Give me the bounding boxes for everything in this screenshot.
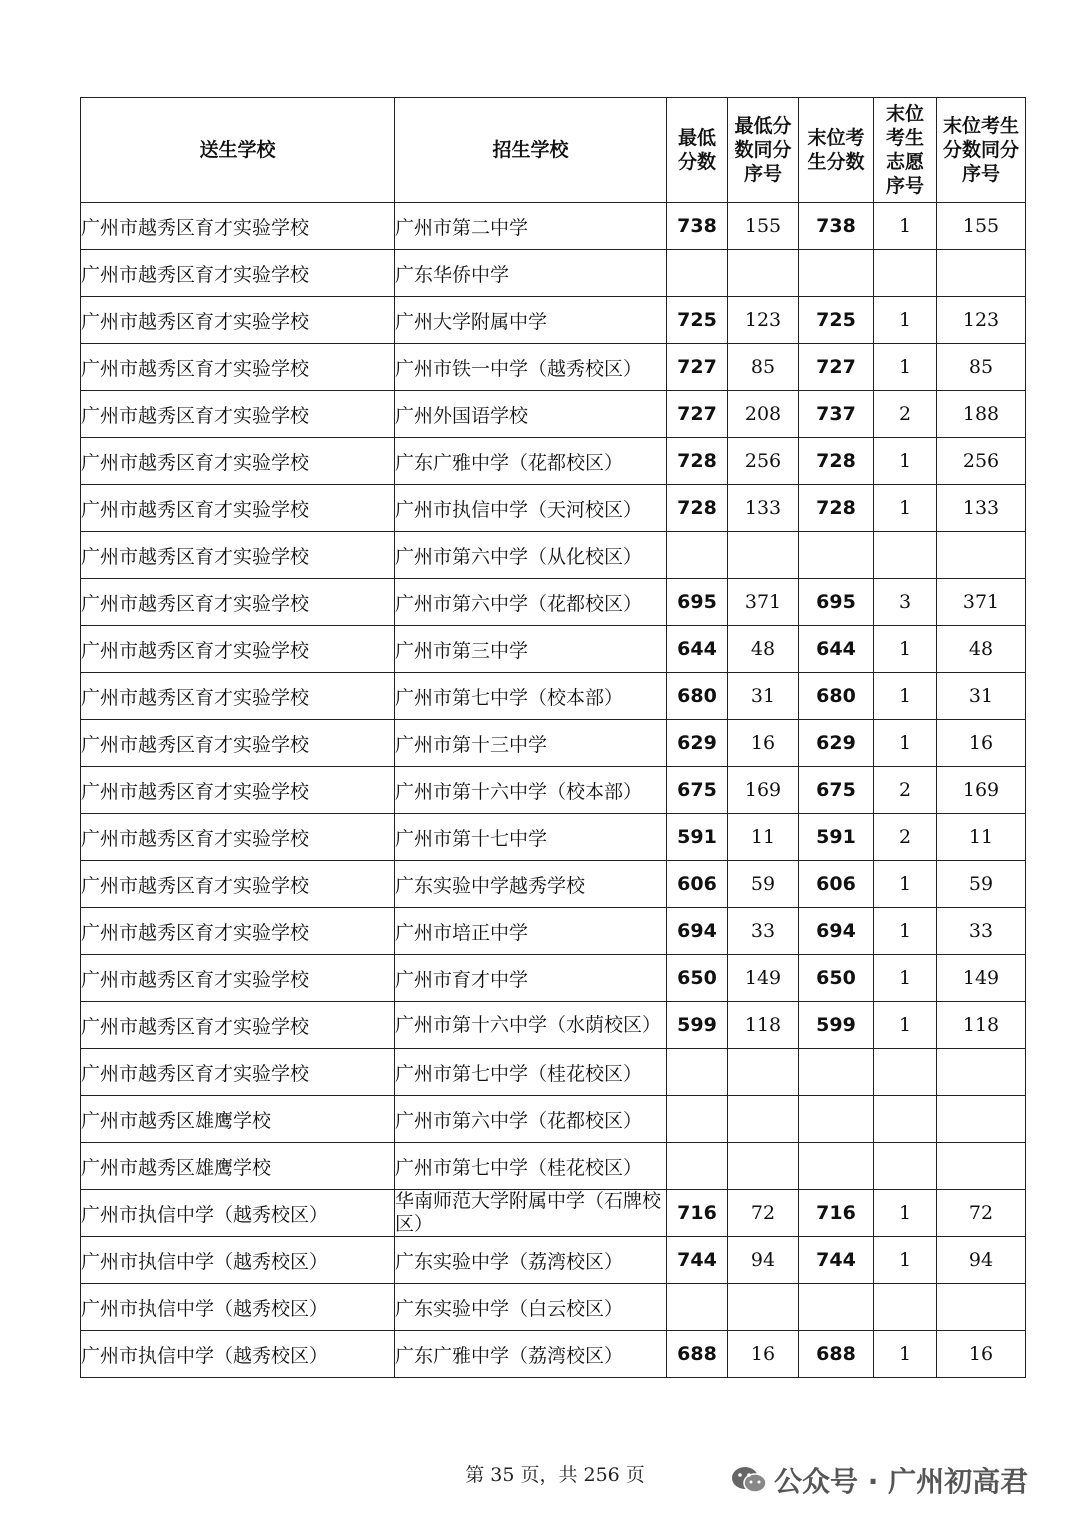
- cell-recv-school: 广州市第十六中学（水荫校区）: [395, 1002, 667, 1049]
- cell-last-wish: 1: [874, 1190, 937, 1237]
- cell-last-seq: [937, 1049, 1026, 1096]
- page-number: 第 35 页，共 256 页: [465, 1464, 645, 1486]
- cell-min-score: 727: [667, 391, 728, 438]
- cell-min-score: 695: [667, 579, 728, 626]
- cell-last-seq: 16: [937, 720, 1026, 767]
- cell-recv-school: 广州市第六中学（从化校区）: [395, 532, 667, 579]
- cell-min-score: 680: [667, 673, 728, 720]
- table-row: [81, 1284, 1026, 1331]
- cell-last-wish: 1: [874, 861, 937, 908]
- cell-last-score: 650: [799, 955, 874, 1002]
- cell-recv-school: 广州市第六中学（花都校区）: [395, 1096, 667, 1143]
- cell-min-score: [667, 1143, 728, 1190]
- cell-last-seq: 118: [937, 1002, 1026, 1049]
- cell-last-seq: 123: [937, 297, 1026, 344]
- cell-min-seq: 133: [728, 485, 799, 532]
- cell-min-score: 725: [667, 297, 728, 344]
- cell-send-school: 广州市越秀区育才实验学校: [81, 1049, 395, 1096]
- cell-send-school: 广州市越秀区育才实验学校: [81, 579, 395, 626]
- table-row: [81, 297, 1026, 344]
- header-last-wish: 末位 考生 志愿 序号: [874, 98, 937, 203]
- table-row: [81, 1143, 1026, 1190]
- table-row: [81, 579, 1026, 626]
- cell-send-school: 广州市执信中学（越秀校区）: [81, 1190, 395, 1237]
- table-row: [81, 485, 1026, 532]
- cell-last-seq: 59: [937, 861, 1026, 908]
- cell-min-score: 675: [667, 767, 728, 814]
- cell-min-seq: 118: [728, 1002, 799, 1049]
- cell-recv-school: 广州市第七中学（校本部）: [395, 673, 667, 720]
- cell-last-wish: [874, 1284, 937, 1331]
- header-min-seq: 最低分 数同分 序号: [728, 98, 799, 203]
- cell-min-score: 688: [667, 1331, 728, 1378]
- cell-last-score: 738: [799, 203, 874, 250]
- cell-last-wish: 1: [874, 1331, 937, 1378]
- cell-send-school: 广州市执信中学（越秀校区）: [81, 1284, 395, 1331]
- cell-recv-school: 广州市第三中学: [395, 626, 667, 673]
- cell-min-seq: 33: [728, 908, 799, 955]
- table-row: [81, 1002, 1026, 1049]
- cell-min-score: 694: [667, 908, 728, 955]
- cell-last-seq: 371: [937, 579, 1026, 626]
- cell-min-seq: 123: [728, 297, 799, 344]
- cell-min-score: [667, 532, 728, 579]
- cell-last-seq: 149: [937, 955, 1026, 1002]
- cell-last-score: [799, 1284, 874, 1331]
- cell-last-score: 727: [799, 344, 874, 391]
- cell-last-seq: 48: [937, 626, 1026, 673]
- cell-last-wish: 1: [874, 720, 937, 767]
- cell-send-school: 广州市越秀区育才实验学校: [81, 673, 395, 720]
- table-row: [81, 391, 1026, 438]
- cell-last-score: 725: [799, 297, 874, 344]
- cell-last-score: 688: [799, 1331, 874, 1378]
- cell-recv-school: 广州外国语学校: [395, 391, 667, 438]
- cell-last-score: 728: [799, 438, 874, 485]
- cell-min-seq: 371: [728, 579, 799, 626]
- cell-send-school: 广州市越秀区育才实验学校: [81, 297, 395, 344]
- cell-last-score: [799, 1143, 874, 1190]
- cell-send-school: 广州市越秀区育才实验学校: [81, 203, 395, 250]
- cell-last-score: 644: [799, 626, 874, 673]
- cell-min-score: 629: [667, 720, 728, 767]
- header-recv-school: 招生学校: [395, 98, 667, 203]
- table-row: [81, 1049, 1026, 1096]
- cell-send-school: 广州市越秀区育才实验学校: [81, 1002, 395, 1049]
- table-row: [81, 1331, 1026, 1378]
- cell-last-seq: 94: [937, 1237, 1026, 1284]
- cell-min-score: 728: [667, 438, 728, 485]
- cell-last-score: 599: [799, 1002, 874, 1049]
- cell-last-seq: 256: [937, 438, 1026, 485]
- cell-last-seq: [937, 1143, 1026, 1190]
- table-row: [81, 1190, 1026, 1237]
- cell-recv-school: 广东实验中学越秀学校: [395, 861, 667, 908]
- cell-min-seq: [728, 1143, 799, 1190]
- cell-min-seq: 48: [728, 626, 799, 673]
- cell-last-seq: 31: [937, 673, 1026, 720]
- cell-last-score: 680: [799, 673, 874, 720]
- table-row: [81, 955, 1026, 1002]
- cell-last-wish: 1: [874, 908, 937, 955]
- cell-send-school: 广州市越秀区育才实验学校: [81, 391, 395, 438]
- cell-recv-school: 广东实验中学（白云校区）: [395, 1284, 667, 1331]
- table-row: [81, 250, 1026, 297]
- table-row: [81, 908, 1026, 955]
- cell-send-school: 广州市越秀区育才实验学校: [81, 814, 395, 861]
- cell-send-school: 广州市越秀区育才实验学校: [81, 344, 395, 391]
- cell-recv-school: 广东华侨中学: [395, 250, 667, 297]
- table-row: [81, 861, 1026, 908]
- cell-last-wish: [874, 1049, 937, 1096]
- cell-last-score: 737: [799, 391, 874, 438]
- cell-last-wish: [874, 1143, 937, 1190]
- cell-last-wish: [874, 532, 937, 579]
- cell-last-score: 606: [799, 861, 874, 908]
- cell-last-score: [799, 1096, 874, 1143]
- cell-last-seq: 16: [937, 1331, 1026, 1378]
- cell-send-school: 广州市越秀区育才实验学校: [81, 861, 395, 908]
- table-row: [81, 344, 1026, 391]
- cell-min-score: 727: [667, 344, 728, 391]
- cell-recv-school: 广东广雅中学（花都校区）: [395, 438, 667, 485]
- cell-recv-school: 广州市第七中学（桂花校区）: [395, 1049, 667, 1096]
- cell-last-wish: 1: [874, 344, 937, 391]
- cell-last-wish: 2: [874, 814, 937, 861]
- watermark: [730, 1460, 1028, 1500]
- cell-last-score: 675: [799, 767, 874, 814]
- header-send-school: 送生学校: [81, 98, 395, 203]
- cell-last-seq: 169: [937, 767, 1026, 814]
- cell-min-seq: 72: [728, 1190, 799, 1237]
- cell-min-seq: 59: [728, 861, 799, 908]
- table-row: [81, 720, 1026, 767]
- cell-recv-school: 广东广雅中学（荔湾校区）: [395, 1331, 667, 1378]
- table-row: [81, 532, 1026, 579]
- cell-send-school: 广州市越秀区育才实验学校: [81, 438, 395, 485]
- cell-min-score: 591: [667, 814, 728, 861]
- table-row: [81, 203, 1026, 250]
- cell-recv-school: 华南师范大学附属中学（石牌校区）: [395, 1190, 667, 1237]
- cell-min-seq: 11: [728, 814, 799, 861]
- cell-last-wish: [874, 1096, 937, 1143]
- cell-last-seq: [937, 532, 1026, 579]
- cell-last-seq: 133: [937, 485, 1026, 532]
- cell-recv-school: 广州市第六中学（花都校区）: [395, 579, 667, 626]
- cell-min-score: 744: [667, 1237, 728, 1284]
- cell-min-score: 738: [667, 203, 728, 250]
- cell-send-school: 广州市越秀区育才实验学校: [81, 720, 395, 767]
- cell-min-score: 606: [667, 861, 728, 908]
- cell-send-school: 广州市越秀区育才实验学校: [81, 250, 395, 297]
- cell-send-school: 广州市越秀区育才实验学校: [81, 485, 395, 532]
- cell-min-seq: 149: [728, 955, 799, 1002]
- table-row: [81, 438, 1026, 485]
- cell-send-school: 广州市越秀区育才实验学校: [81, 767, 395, 814]
- header-last-score: 末位考 生分数: [799, 98, 874, 203]
- header-row: [81, 98, 1026, 203]
- cell-recv-school: 广州市铁一中学（越秀校区）: [395, 344, 667, 391]
- cell-recv-school: 广州市育才中学: [395, 955, 667, 1002]
- cell-last-seq: [937, 1096, 1026, 1143]
- cell-send-school: 广州市越秀区育才实验学校: [81, 532, 395, 579]
- cell-min-seq: 31: [728, 673, 799, 720]
- cell-min-seq: 16: [728, 1331, 799, 1378]
- cell-min-score: [667, 1096, 728, 1143]
- cell-last-wish: 1: [874, 203, 937, 250]
- cell-last-wish: [874, 250, 937, 297]
- cell-min-seq: [728, 250, 799, 297]
- table-row: [81, 767, 1026, 814]
- cell-last-wish: 3: [874, 579, 937, 626]
- cell-min-seq: [728, 1049, 799, 1096]
- cell-min-seq: 85: [728, 344, 799, 391]
- cell-min-score: 599: [667, 1002, 728, 1049]
- header-min-score: 最低 分数: [667, 98, 728, 203]
- table-row: [81, 673, 1026, 720]
- cell-last-wish: 1: [874, 955, 937, 1002]
- cell-last-score: 694: [799, 908, 874, 955]
- cell-min-seq: [728, 1284, 799, 1331]
- cell-last-score: [799, 250, 874, 297]
- cell-recv-school: 广州市第十七中学: [395, 814, 667, 861]
- cell-last-wish: 1: [874, 673, 937, 720]
- cell-send-school: 广州市越秀区育才实验学校: [81, 955, 395, 1002]
- cell-last-wish: 2: [874, 767, 937, 814]
- cell-recv-school: 广州市培正中学: [395, 908, 667, 955]
- cell-last-score: [799, 1049, 874, 1096]
- cell-last-seq: 72: [937, 1190, 1026, 1237]
- cell-recv-school: 广州市第二中学: [395, 203, 667, 250]
- cell-send-school: 广州市越秀区育才实验学校: [81, 626, 395, 673]
- cell-min-seq: [728, 1096, 799, 1143]
- cell-min-score: 650: [667, 955, 728, 1002]
- cell-min-seq: 208: [728, 391, 799, 438]
- cell-last-score: [799, 532, 874, 579]
- cell-send-school: 广州市越秀区育才实验学校: [81, 908, 395, 955]
- cell-last-seq: 85: [937, 344, 1026, 391]
- cell-last-score: 716: [799, 1190, 874, 1237]
- header-last-seq: 末位考生 分数同分 序号: [937, 98, 1026, 203]
- admission-table: [80, 97, 1026, 1378]
- cell-last-seq: [937, 1284, 1026, 1331]
- cell-last-score: 591: [799, 814, 874, 861]
- cell-last-seq: 11: [937, 814, 1026, 861]
- cell-last-wish: 1: [874, 626, 937, 673]
- table-body: [81, 203, 1026, 1378]
- cell-last-wish: 1: [874, 438, 937, 485]
- cell-last-wish: 1: [874, 1237, 937, 1284]
- table-row: [81, 814, 1026, 861]
- cell-min-seq: 16: [728, 720, 799, 767]
- cell-last-wish: 1: [874, 485, 937, 532]
- cell-min-score: [667, 1284, 728, 1331]
- cell-last-wish: 1: [874, 1002, 937, 1049]
- cell-min-score: [667, 1049, 728, 1096]
- cell-send-school: 广州市越秀区雄鹰学校: [81, 1096, 395, 1143]
- cell-recv-school: 广州大学附属中学: [395, 297, 667, 344]
- cell-last-score: 728: [799, 485, 874, 532]
- cell-min-score: 644: [667, 626, 728, 673]
- cell-last-score: 695: [799, 579, 874, 626]
- cell-last-score: 744: [799, 1237, 874, 1284]
- cell-last-wish: 2: [874, 391, 937, 438]
- table-row: [81, 626, 1026, 673]
- cell-last-seq: [937, 250, 1026, 297]
- cell-recv-school: 广州市执信中学（天河校区）: [395, 485, 667, 532]
- cell-recv-school: 广东实验中学（荔湾校区）: [395, 1237, 667, 1284]
- cell-recv-school: 广州市第十三中学: [395, 720, 667, 767]
- cell-last-wish: 1: [874, 297, 937, 344]
- cell-min-score: [667, 250, 728, 297]
- cell-min-seq: [728, 532, 799, 579]
- cell-min-seq: 169: [728, 767, 799, 814]
- cell-min-score: 716: [667, 1190, 728, 1237]
- cell-last-seq: 33: [937, 908, 1026, 955]
- cell-send-school: 广州市越秀区雄鹰学校: [81, 1143, 395, 1190]
- cell-min-seq: 94: [728, 1237, 799, 1284]
- cell-last-seq: 155: [937, 203, 1026, 250]
- cell-recv-school: 广州市第七中学（桂花校区）: [395, 1143, 667, 1190]
- cell-send-school: 广州市执信中学（越秀校区）: [81, 1331, 395, 1378]
- cell-recv-school: 广州市第十六中学（校本部）: [395, 767, 667, 814]
- cell-min-score: 728: [667, 485, 728, 532]
- cell-min-seq: 256: [728, 438, 799, 485]
- cell-send-school: 广州市执信中学（越秀校区）: [81, 1237, 395, 1284]
- table-row: [81, 1237, 1026, 1284]
- wechat-icon: [730, 1465, 768, 1495]
- cell-min-seq: 155: [728, 203, 799, 250]
- cell-last-score: 629: [799, 720, 874, 767]
- table-row: [81, 1096, 1026, 1143]
- cell-last-seq: 188: [937, 391, 1026, 438]
- watermark-text: 公众号 · 广州初高君: [774, 1465, 1029, 1498]
